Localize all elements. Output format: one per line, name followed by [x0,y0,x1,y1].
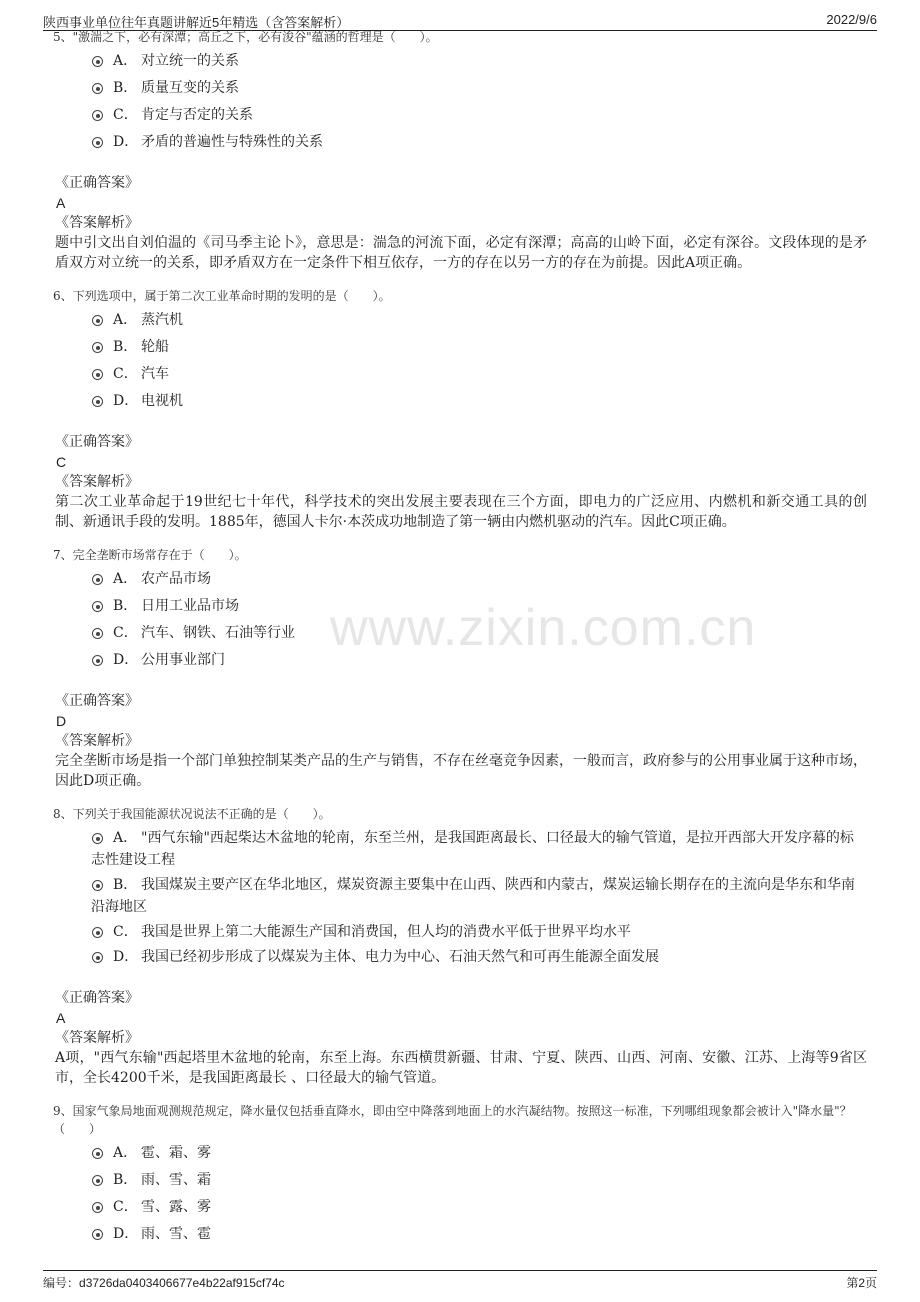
option-text: 雹、霜、雾 [141,1145,211,1161]
option-text: 对立统一的关系 [141,53,239,69]
options [91,309,867,412]
option-a[interactable] [91,1142,867,1164]
explanation-text: 第二次工业革命起于19世纪七十年代，科学技术的突出发展主要表现在三个方面，即电力的广泛应用、内燃机和新交通工具的创制、新通讯手段的发明。1885年，德国人卡尔·本茨成功地制造了第一辆由内燃机驱动的汽车。因此C项正确。 [55,494,867,530]
radio-icon[interactable] [92,1229,103,1240]
radio-icon[interactable] [92,1175,103,1186]
radio-icon[interactable] [92,628,103,639]
option-text: 肯定与否定的关系 [141,107,253,123]
option-key: C． [113,1199,138,1215]
option-key: D． [113,1226,139,1242]
answer-value: D [56,713,67,729]
question-text: 5、"激湍之下，必有深潭；高丘之下，必有浚谷"蕴涵的哲理是（ ）。 [53,30,438,44]
option-key: A． [113,312,138,328]
option-key: C． [113,366,138,382]
radio-icon[interactable] [92,315,103,326]
option-text: 我国煤炭主要产区在华北地区，煤炭资源主要集中在山西、陕西和内蒙古，煤炭运输长期存在的主流向是华东和华南沿海地区 [91,877,855,915]
question-7 [55,546,867,791]
option-b[interactable] [91,1169,867,1191]
radio-icon[interactable] [92,137,103,148]
question-text: 8、下列关于我国能源状况说法不正确的是（ ）。 [53,807,331,821]
option-c[interactable] [91,622,867,644]
option-c[interactable] [91,921,867,943]
radio-icon[interactable] [92,927,103,938]
radio-icon[interactable] [92,396,103,407]
option-text: 电视机 [141,393,183,409]
answer-block [55,691,867,791]
option-text: 轮船 [141,339,169,355]
radio-icon[interactable] [92,369,103,380]
option-text: 农产品市场 [141,571,211,587]
option-key: C． [113,924,138,940]
option-text: 我国是世界上第二大能源生产国和消费国，但人均的消费水平低于世界平均水平 [141,924,631,940]
radio-icon[interactable] [92,655,103,666]
radio-icon[interactable] [92,110,103,121]
option-text: "西气东输"西起柴达木盆地的轮南，东至兰州，是我国距离最长、口径最大的输气管道，是拉开西部大开发序幕的标志性建设工程 [91,830,854,868]
option-key: B． [113,598,138,614]
option-key: B． [113,339,138,355]
options [91,50,867,153]
radio-icon[interactable] [92,1148,103,1159]
option-text: 矛盾的普遍性与特殊性的关系 [141,134,323,150]
option-b[interactable] [91,336,867,358]
answer-value: C [56,454,67,470]
radio-icon[interactable] [92,342,103,353]
option-text: 雨、雪、雹 [141,1226,211,1242]
radio-icon[interactable] [92,1202,103,1213]
answer-label: 《正确答案》 [55,693,139,709]
option-key: D． [113,652,139,668]
option-key: C． [113,107,138,123]
option-key: C． [113,625,138,641]
document-title: 陕西事业单位往年真题讲解近5年精选（含答案解析） [43,15,350,30]
answer-value: A [56,195,66,211]
explanation-text: 完全垄断市场是指一个部门单独控制某类产品的生产与销售，不存在丝毫竞争因素，一般而言，政府参与的公用事业属于这种市场，因此D项正确。 [55,753,867,789]
option-text: 雪、露、雾 [141,1199,211,1215]
option-key: D． [113,393,139,409]
answer-block [55,988,867,1088]
option-d[interactable] [91,649,867,671]
option-text: 日用工业品市场 [141,598,239,614]
radio-icon[interactable] [92,574,103,585]
question-8 [55,805,867,1088]
answer-label: 《正确答案》 [55,990,139,1006]
explanation-text: 题中引文出自刘伯温的《司马季主论卜》，意思是：湍急的河流下面，必定有深潭；高高的山岭下面，必定有深谷。文段体现的是矛盾双方对立统一的关系，即矛盾双方在一定条件下相互依存，一方的存在以另一方的存在为前提。因此A项正确。 [55,235,867,271]
explanation-text: A项，"西气东输"西起塔里木盆地的轮南，东至上海。东西横贯新疆、甘肃、宁夏、陕西、山西、河南、安徽、江苏、上海等9省区市，全长4200千米，是我国距离最长 、口径最大的输气管道。 [55,1050,867,1086]
answer-block [55,173,867,273]
page-number: 第2页 [846,1276,877,1290]
option-text: 质量互变的关系 [141,80,239,96]
option-key: A． [113,571,138,587]
explanation-label: 《答案解析》 [55,474,139,490]
radio-icon[interactable] [92,833,103,844]
option-b[interactable] [91,595,867,617]
option-text: 汽车 [141,366,169,382]
option-key: B． [113,1172,138,1188]
option-c[interactable] [91,363,867,385]
option-d[interactable] [91,1223,867,1245]
question-text: 6、下列选项中，属于第二次工业革命时期的发明的是（ ）。 [53,289,391,303]
option-key: D． [113,949,139,965]
radio-icon[interactable] [92,83,103,94]
explanation-label: 《答案解析》 [55,733,139,749]
page-footer [43,1270,877,1291]
option-c[interactable] [91,104,867,126]
radio-icon[interactable] [92,56,103,67]
option-c[interactable] [91,1196,867,1218]
explanation-label: 《答案解析》 [55,1030,139,1046]
option-key: A． [113,830,138,846]
option-key: A． [113,53,138,69]
option-key: D． [113,134,139,150]
radio-icon[interactable] [92,880,103,891]
option-key: B． [113,80,138,96]
question-list [55,32,867,1250]
option-d[interactable] [91,131,867,153]
question-5 [55,28,867,273]
option-a[interactable] [91,827,867,871]
option-key: B． [113,877,138,893]
question-9 [55,1102,867,1245]
answer-value: A [56,1010,66,1026]
document-code [43,1274,285,1291]
question-text: 7、完全垄断市场常存在于（ ）。 [53,548,247,562]
code-label: 编号： [43,1276,80,1290]
options [91,827,867,968]
option-b[interactable] [91,874,867,918]
option-text: 汽车、钢铁、石油等行业 [141,625,295,641]
option-text: 公用事业部门 [141,652,225,668]
watermark: www.zixin.com.cn [330,599,757,657]
option-a[interactable] [91,50,867,72]
code-value: d3726da0403406677e4b22af915cf74c [79,1276,285,1290]
option-b[interactable] [91,77,867,99]
option-d[interactable] [91,390,867,412]
option-key: A． [113,1145,138,1161]
options [91,568,867,671]
answer-block [55,432,867,532]
explanation-label: 《答案解析》 [55,215,139,231]
answer-label: 《正确答案》 [55,175,139,191]
option-text: 蒸汽机 [141,312,183,328]
question-text: 9、国家气象局地面观测规范规定，降水量仅包括垂直降水，即由空中降落到地面上的水汽凝结物。按照这一标准，下列哪组现象都会被计入"降水量"？（ ） [53,1104,852,1136]
question-6 [55,287,867,532]
radio-icon[interactable] [92,601,103,612]
document-date: 2022/9/6 [826,12,877,27]
options [91,1142,867,1245]
radio-icon[interactable] [92,952,103,963]
option-text: 雨、雪、霜 [141,1172,211,1188]
option-text: 我国已经初步形成了以煤炭为主体、电力为中心、石油天然气和可再生能源全面发展 [141,949,659,965]
option-a[interactable] [91,309,867,331]
option-d[interactable] [91,946,867,968]
answer-label: 《正确答案》 [55,434,139,450]
option-a[interactable] [91,568,867,590]
